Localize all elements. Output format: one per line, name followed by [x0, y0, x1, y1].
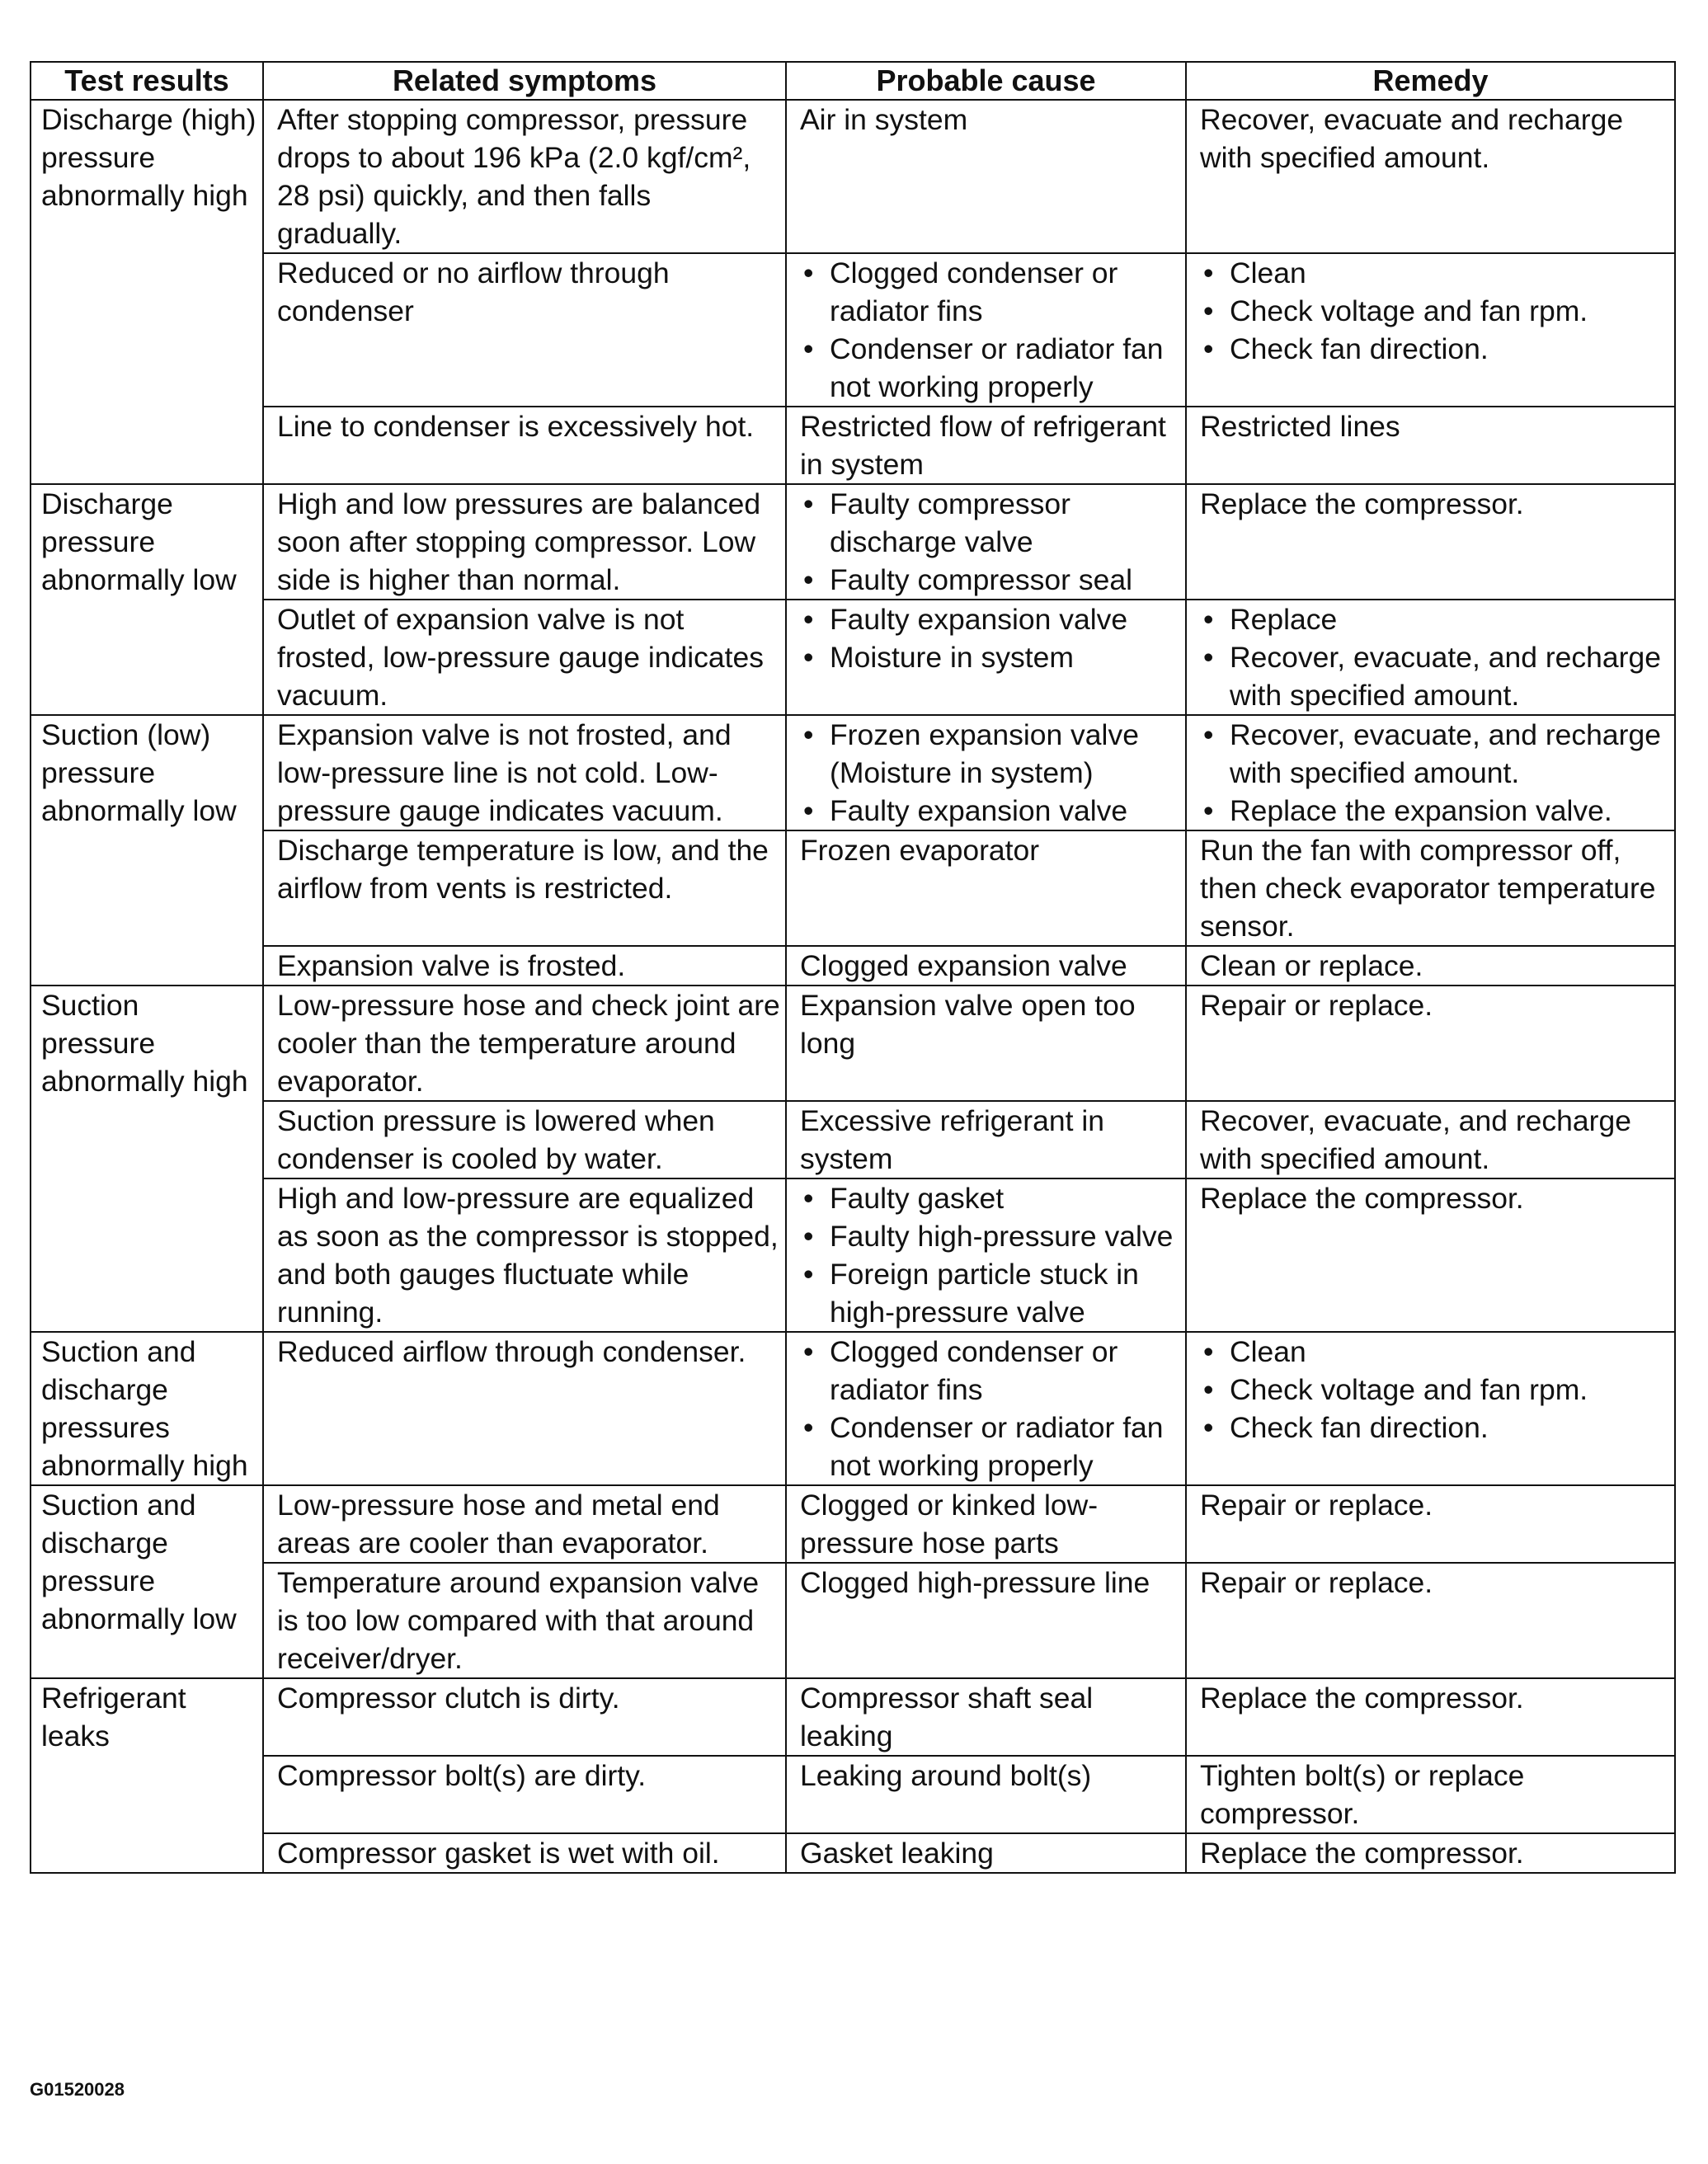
- troubleshooting-table: [30, 61, 1676, 1874]
- symptom-cell: Reduced airflow through condenser.: [263, 1332, 786, 1485]
- symptom-cell: Low-pressure hose and check joint are cooler than the temperature around evaporator.: [263, 986, 786, 1101]
- header-remedy: Remedy: [1186, 62, 1675, 100]
- header-test-results: Test results: [31, 62, 263, 100]
- cause-cell: [786, 1178, 1186, 1332]
- symptom-cell: Compressor gasket is wet with oil.: [263, 1833, 786, 1873]
- table-row: [31, 1563, 1675, 1678]
- document-page: [30, 61, 1674, 1874]
- test-result-cell: Suction and discharge pressures abnormally high: [31, 1332, 263, 1485]
- cause-cell: Air in system: [786, 100, 1186, 253]
- remedy-cell: Repair or replace.: [1186, 986, 1675, 1101]
- cause-list-item: • Moisture in system: [800, 638, 1180, 676]
- cause-list: [800, 600, 1180, 676]
- table-row: [31, 600, 1675, 715]
- remedy-list-item: • Replace the expansion valve.: [1200, 792, 1669, 830]
- symptom-cell: Reduced or no airflow through condenser: [263, 253, 786, 407]
- figure-code: G01520028: [30, 2079, 125, 2100]
- symptom-cell: Compressor bolt(s) are dirty.: [263, 1756, 786, 1833]
- cause-list-item: • Faulty compressor seal: [800, 561, 1180, 599]
- cause-list-item: • Frozen expansion valve (Moisture in system): [800, 716, 1180, 792]
- cause-cell: [786, 600, 1186, 715]
- remedy-list-item: • Clean: [1200, 1333, 1669, 1371]
- remedy-cell: Run the fan with compressor off, then check evaporator temperature sensor.: [1186, 830, 1675, 946]
- table-row: [31, 1178, 1675, 1332]
- remedy-cell: Repair or replace.: [1186, 1563, 1675, 1678]
- table-row: [31, 946, 1675, 986]
- table-row: [31, 1101, 1675, 1178]
- cause-list-item: • Faulty expansion valve: [800, 792, 1180, 830]
- remedy-list-item: • Check fan direction.: [1200, 330, 1669, 368]
- table-row: [31, 1485, 1675, 1563]
- symptom-cell: Discharge temperature is low, and the airflow from vents is restricted.: [263, 830, 786, 946]
- symptom-cell: After stopping compressor, pressure drops to about 196 kPa (2.0 kgf/cm², 28 psi) quickly, and then falls gradually.: [263, 100, 786, 253]
- remedy-list-item: • Replace: [1200, 600, 1669, 638]
- symptom-cell: Expansion valve is frosted.: [263, 946, 786, 986]
- cause-cell: Compressor shaft seal leaking: [786, 1678, 1186, 1756]
- table-body: [31, 100, 1675, 1873]
- symptom-cell: Low-pressure hose and metal end areas are cooler than evaporator.: [263, 1485, 786, 1563]
- table-row: [31, 484, 1675, 600]
- symptom-cell: Expansion valve is not frosted, and low-pressure line is not cold. Low-pressure gauge indicates vacuum.: [263, 715, 786, 830]
- remedy-cell: Restricted lines: [1186, 407, 1675, 484]
- remedy-cell: Tighten bolt(s) or replace compressor.: [1186, 1756, 1675, 1833]
- cause-cell: [786, 484, 1186, 600]
- table-row: [31, 1833, 1675, 1873]
- cause-cell: [786, 715, 1186, 830]
- remedy-cell: [1186, 253, 1675, 407]
- test-result-cell: Suction pressure abnormally high: [31, 986, 263, 1332]
- remedy-cell: Repair or replace.: [1186, 1485, 1675, 1563]
- remedy-cell: Replace the compressor.: [1186, 1178, 1675, 1332]
- cause-cell: Leaking around bolt(s): [786, 1756, 1186, 1833]
- header-related-symptoms: Related symptoms: [263, 62, 786, 100]
- cause-list-item: • Clogged condenser or radiator fins: [800, 254, 1180, 330]
- table-row: [31, 253, 1675, 407]
- remedy-list-item: • Check fan direction.: [1200, 1409, 1669, 1447]
- remedy-list-item: • Clean: [1200, 254, 1669, 292]
- cause-cell: Restricted flow of refrigerant in system: [786, 407, 1186, 484]
- header-row: [31, 62, 1675, 100]
- header-probable-cause: Probable cause: [786, 62, 1186, 100]
- remedy-cell: [1186, 715, 1675, 830]
- symptom-cell: High and low pressures are balanced soon after stopping compressor. Low side is higher than normal.: [263, 484, 786, 600]
- cause-list: [800, 254, 1180, 406]
- cause-cell: Clogged or kinked low-pressure hose parts: [786, 1485, 1186, 1563]
- remedy-cell: [1186, 1332, 1675, 1485]
- cause-list: [800, 1333, 1180, 1484]
- symptom-cell: Temperature around expansion valve is too low compared with that around receiver/dryer.: [263, 1563, 786, 1678]
- table-row: [31, 986, 1675, 1101]
- table-row: [31, 407, 1675, 484]
- cause-cell: Gasket leaking: [786, 1833, 1186, 1873]
- table-row: [31, 830, 1675, 946]
- remedy-cell: [1186, 600, 1675, 715]
- remedy-list: [1200, 1333, 1669, 1447]
- remedy-cell: Replace the compressor.: [1186, 484, 1675, 600]
- table-row: [31, 715, 1675, 830]
- cause-list-item: • Condenser or radiator fan not working properly: [800, 1409, 1180, 1484]
- remedy-list: [1200, 716, 1669, 830]
- cause-cell: Expansion valve open too long: [786, 986, 1186, 1101]
- cause-cell: [786, 253, 1186, 407]
- remedy-list: [1200, 254, 1669, 368]
- remedy-list-item: • Recover, evacuate, and recharge with specified amount.: [1200, 716, 1669, 792]
- remedy-list-item: • Recover, evacuate, and recharge with specified amount.: [1200, 638, 1669, 714]
- cause-list-item: • Faulty high-pressure valve: [800, 1217, 1180, 1255]
- remedy-list-item: • Check voltage and fan rpm.: [1200, 292, 1669, 330]
- remedy-list: [1200, 600, 1669, 714]
- table-row: [31, 1756, 1675, 1833]
- remedy-list-item: • Check voltage and fan rpm.: [1200, 1371, 1669, 1409]
- symptom-cell: Line to condenser is excessively hot.: [263, 407, 786, 484]
- cause-cell: [786, 1332, 1186, 1485]
- cause-list: [800, 485, 1180, 599]
- cause-list-item: • Condenser or radiator fan not working properly: [800, 330, 1180, 406]
- remedy-cell: Clean or replace.: [1186, 946, 1675, 986]
- table-row: [31, 100, 1675, 253]
- table-row: [31, 1678, 1675, 1756]
- symptom-cell: High and low-pressure are equalized as soon as the compressor is stopped, and both gauges fluctuate while running.: [263, 1178, 786, 1332]
- test-result-cell: Refrigerant leaks: [31, 1678, 263, 1873]
- cause-list-item: • Faulty expansion valve: [800, 600, 1180, 638]
- cause-cell: Frozen evaporator: [786, 830, 1186, 946]
- cause-list: [800, 1179, 1180, 1331]
- remedy-cell: Recover, evacuate, and recharge with specified amount.: [1186, 1101, 1675, 1178]
- cause-list-item: • Foreign particle stuck in high-pressure valve: [800, 1255, 1180, 1331]
- symptom-cell: Suction pressure is lowered when condenser is cooled by water.: [263, 1101, 786, 1178]
- test-result-cell: Discharge (high) pressure abnormally high: [31, 100, 263, 484]
- cause-cell: Clogged expansion valve: [786, 946, 1186, 986]
- remedy-cell: Replace the compressor.: [1186, 1833, 1675, 1873]
- symptom-cell: Compressor clutch is dirty.: [263, 1678, 786, 1756]
- test-result-cell: Suction (low) pressure abnormally low: [31, 715, 263, 986]
- cause-list-item: • Faulty gasket: [800, 1179, 1180, 1217]
- cause-cell: Clogged high-pressure line: [786, 1563, 1186, 1678]
- cause-list-item: • Faulty compressor discharge valve: [800, 485, 1180, 561]
- test-result-cell: Discharge pressure abnormally low: [31, 484, 263, 715]
- cause-list: [800, 716, 1180, 830]
- test-result-cell: Suction and discharge pressure abnormally low: [31, 1485, 263, 1678]
- cause-list-item: • Clogged condenser or radiator fins: [800, 1333, 1180, 1409]
- remedy-cell: Recover, evacuate and recharge with specified amount.: [1186, 100, 1675, 253]
- remedy-cell: Replace the compressor.: [1186, 1678, 1675, 1756]
- table-row: [31, 1332, 1675, 1485]
- cause-cell: Excessive refrigerant in system: [786, 1101, 1186, 1178]
- symptom-cell: Outlet of expansion valve is not frosted, low-pressure gauge indicates vacuum.: [263, 600, 786, 715]
